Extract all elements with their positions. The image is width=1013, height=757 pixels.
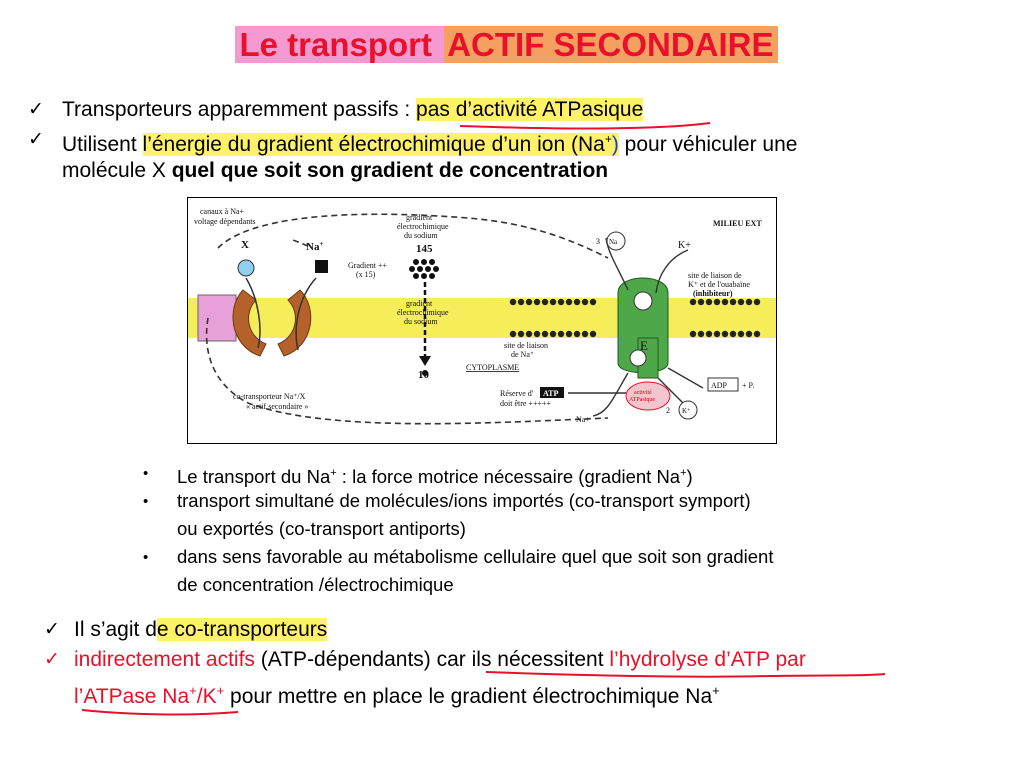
bullet-dot: • <box>143 549 149 566</box>
check-icon: ✓ <box>44 649 60 670</box>
label-site-k1: site de liaison de <box>688 271 742 280</box>
label-voltage: voltage dépendants <box>194 217 256 226</box>
label-site-k3: (inhibiteur) <box>693 289 733 298</box>
label-grad-top1: gradient <box>406 213 433 222</box>
label-2: 2 <box>666 406 670 415</box>
label-cotrans1: co-transporteur Na⁺/X <box>233 392 306 401</box>
mid-bullet-3-line1: dans sens favorable au métabolisme cellulaire quel que soit son gradient <box>177 546 774 567</box>
label-atp: ATP <box>543 389 559 398</box>
title-part1: Le transport <box>235 26 444 63</box>
label-reserve: Réserve d' <box>500 389 534 398</box>
label-grad-top3: du sodium <box>404 231 438 240</box>
label-cotrans2: « actif secondaire » <box>246 402 309 411</box>
label-site-k2: K⁺ et de l'ouabaïne <box>688 280 750 289</box>
check-icon: ✓ <box>28 129 44 150</box>
label-e: E <box>640 338 648 353</box>
label-grad-mid1: gradient <box>406 299 433 308</box>
atpase-activity <box>626 382 670 410</box>
check-icon: ✓ <box>44 619 60 640</box>
bottom-bullet-2: indirectement actifs (ATP-dépendants) car ils nécessitent l’hydrolyse d’ATP par <box>74 648 806 671</box>
slide-title <box>0 26 1013 64</box>
na-dots-145 <box>409 259 439 279</box>
label-na-circ: Na <box>609 238 618 246</box>
mid-bullet-3-line2: de concentration /électrochimique <box>177 574 454 595</box>
handwritten-underlines <box>70 666 900 726</box>
label-na: Na <box>306 241 320 253</box>
bullet-dot: • <box>143 465 149 482</box>
bullet-energie: Utilisent l’énergie du gradient électrochimique d’un ion (Na+) pour véhiculer une <box>62 132 798 156</box>
label-3: 3 <box>596 237 600 246</box>
bullet-energie-cont: molécule X quel que soit son gradient de concentration <box>62 159 609 182</box>
bullet-passifs: Transporteurs apparemment passifs : pas d’activité ATPasique <box>62 98 644 121</box>
check-icon: ✓ <box>28 99 44 120</box>
molecule-x <box>238 260 254 276</box>
label-10: 10 <box>418 369 429 381</box>
label-x: X <box>241 239 249 251</box>
label-pi: + Pᵢ <box>742 381 755 390</box>
mid-bullet-2-line1: transport simultané de molécules/ions importés (co-transport symport) <box>177 490 751 511</box>
label-k-circ: K⁺ <box>682 407 691 415</box>
transport-diagram <box>187 197 777 444</box>
label-na-sup: + <box>319 240 324 248</box>
label-site1: site de liaison <box>504 341 548 350</box>
label-site2: de Na⁺ <box>511 350 535 359</box>
bullet-dot: • <box>143 493 149 510</box>
na-square <box>315 260 328 273</box>
label-x15: (x 15) <box>356 270 376 279</box>
label-milieu: MILIEU EXT <box>713 219 762 228</box>
label-grad-pp: Gradient ++ <box>348 261 388 270</box>
mid-bullet-1: Le transport du Na+ : la force motrice nécessaire (gradient Na+) <box>177 466 693 488</box>
bottom-bullet-2-cont: l’ATPase Na+/K+ pour mettre en place le gradient électrochimique Na+ <box>74 683 720 708</box>
label-grad-top2: électrochimique <box>397 222 449 231</box>
membrane-band <box>188 298 776 338</box>
label-atpasique: ATPasique <box>629 397 655 403</box>
svg-text:Na+ <box>306 240 323 253</box>
label-145: 145 <box>416 243 433 255</box>
label-grad-mid3: du sodium <box>404 317 438 326</box>
label-grad-mid2: électrochimique <box>397 308 449 317</box>
label-na-plus: Na+ <box>576 415 590 424</box>
title-part2: ACTIF SECONDAIRE <box>444 26 777 63</box>
label-adp: ADP <box>711 381 728 390</box>
handwritten-underline <box>440 118 720 134</box>
label-canaux: canaux à Na+ <box>200 207 245 216</box>
label-activite: activité <box>634 390 652 396</box>
mid-bullet-2-line2: ou exportés (co-transport antiports) <box>177 518 466 539</box>
bottom-bullet-1: Il s’agit de co-transporteurs <box>74 618 328 641</box>
label-cytoplasme: CYTOPLASME <box>466 363 520 372</box>
label-kplus: K+ <box>678 240 691 251</box>
label-reserve2: doit être +++++ <box>500 399 551 408</box>
voltage-channel <box>198 295 236 341</box>
